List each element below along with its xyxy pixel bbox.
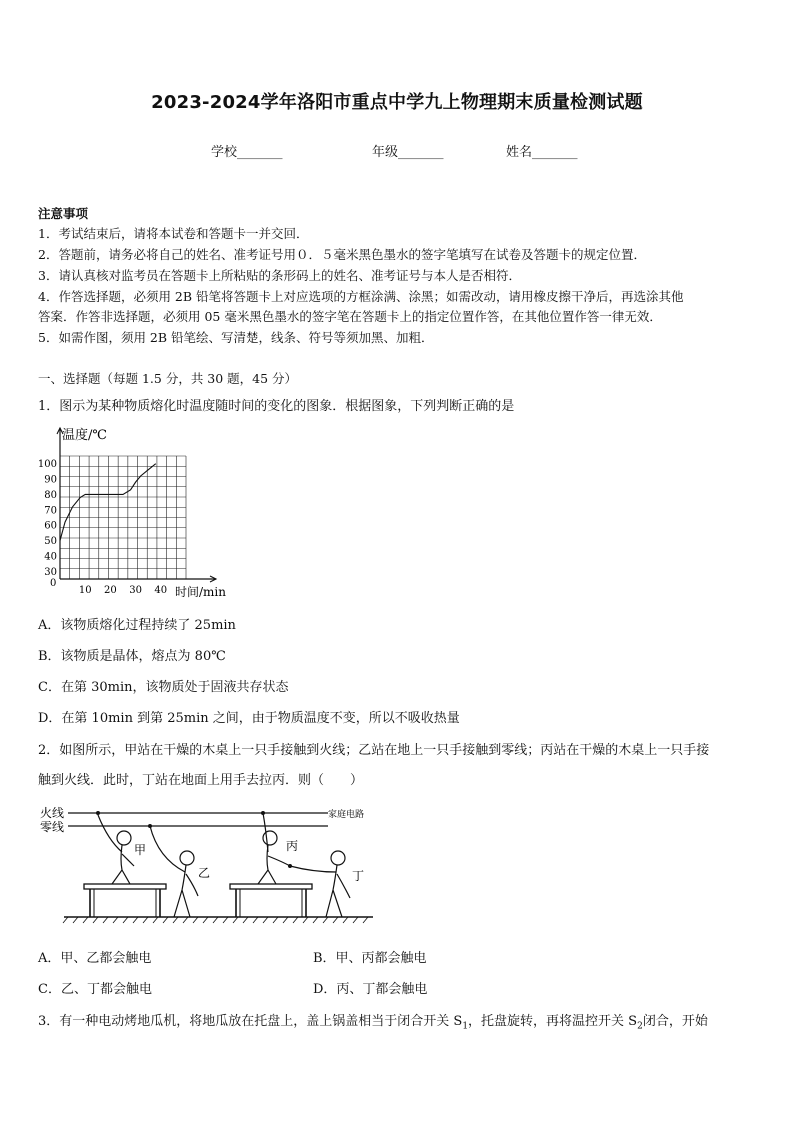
x-tick-label: 30 bbox=[129, 585, 142, 596]
name-field: 姓名_______ bbox=[506, 145, 578, 160]
person-jia bbox=[98, 815, 134, 884]
q2-option-c: C．乙、丁都会触电 bbox=[38, 982, 152, 997]
person-jia-label: 甲 bbox=[134, 843, 147, 857]
neutral-wire-label: 零线 bbox=[40, 820, 65, 834]
question-2-stem: 2．如图所示，甲站在干燥的木桌上一只手接触到火线；乙站在地上一只手接触到零线；丙站在干燥的木桌上一只手接 bbox=[38, 743, 710, 758]
live-wire-label: 火线 bbox=[40, 806, 65, 820]
notice-item: 4．作答选择题，必须用 2B 铅笔将答题卡上对应选项的方框涂满、涂黑；如需改动，请用橡皮擦干净后，再选涂其他 bbox=[38, 289, 684, 304]
x-tick-label: 40 bbox=[154, 585, 168, 596]
chart-grid bbox=[60, 456, 186, 579]
y-tick-label: 100 bbox=[38, 459, 57, 471]
wooden-table-1 bbox=[84, 884, 166, 917]
q1-option-c: C．在第 30min，该物质处于固液共存状态 bbox=[38, 680, 289, 695]
notice-item: 3．请认真核对监考员在答题卡上所粘贴的条形码上的姓名、准考证号与本人是否相符． bbox=[38, 268, 521, 283]
q1-option-d: D．在第 10min 到第 25min 之间，由于物质温度不变，所以不吸收热量 bbox=[38, 711, 460, 726]
y-tick-label: 30 bbox=[44, 566, 57, 578]
grade-field: 年级_______ bbox=[372, 145, 444, 160]
q1-option-a: A．该物质熔化过程持续了 25min bbox=[38, 618, 236, 633]
x-tick-label: 10 bbox=[78, 585, 92, 596]
wooden-table-2 bbox=[230, 884, 312, 917]
origin-label: 0 bbox=[50, 578, 57, 589]
x-axis-label: 时间/min bbox=[175, 585, 226, 599]
question-2-stem-cont: 触到火线．此时，丁站在地面上用手去拉丙．则（ ） bbox=[38, 773, 364, 788]
notice-item: 2．答题前，请务必将自己的姓名、准考证号用０．５毫米黑色墨水的签字笔填写在试卷及答题卡的规定位置． bbox=[38, 247, 646, 262]
person-ding-label: 丁 bbox=[352, 869, 365, 883]
electric-shock-figure bbox=[38, 800, 378, 928]
q1-option-b: B．该物质是晶体，熔点为 80℃ bbox=[38, 649, 226, 664]
q2-option-a: A．甲、乙都会触电 bbox=[38, 951, 152, 966]
notice-heading: 注意事项 bbox=[38, 206, 89, 221]
section-heading: 一、选择题（每题 1.5 分，共 30 题，45 分） bbox=[38, 371, 298, 386]
y-tick-label: 90 bbox=[44, 474, 57, 486]
notice-item: 1．考试结束后，请将本试卷和答题卡一并交回． bbox=[38, 226, 309, 241]
y-tick-label: 70 bbox=[44, 505, 57, 517]
y-tick-label: 40 bbox=[44, 551, 57, 563]
question-3-stem: 3．有一种电动烤地瓜机，将地瓜放在托盘上，盖上锅盖相当于闭合开关 $S_1$，托盘旋转，再将温控开关 $S_2$闭合，开始 bbox=[38, 1014, 708, 1032]
person-yi-label: 乙 bbox=[198, 866, 211, 880]
y-tick-label: 50 bbox=[44, 536, 57, 548]
y-tick-label: 80 bbox=[44, 489, 57, 501]
circuit-label: 家庭电路 bbox=[328, 810, 365, 820]
person-bing-label: 丙 bbox=[286, 839, 299, 853]
y-tick-label: 60 bbox=[44, 520, 57, 532]
q2-option-d: D．丙、丁都会触电 bbox=[313, 982, 428, 997]
school-field: 学校_______ bbox=[211, 145, 283, 160]
temperature-curve bbox=[60, 464, 156, 541]
exam-title: 2023-2024学年洛阳市重点中学九上物理期末质量检测试题 bbox=[151, 92, 643, 113]
notice-item: 答案．作答非选择题，必须用 05 毫米黑色墨水的签字笔在答题卡上的指定位置作答，在其他位置作答一律无效． bbox=[38, 309, 662, 324]
melting-chart bbox=[38, 422, 238, 604]
notice-item: 5．如需作图，须用 2B 铅笔绘、写清楚，线条、符号等须加黑、加粗． bbox=[38, 330, 434, 345]
question-1-stem: 1．图示为某种物质熔化时温度随时间的变化的图象．根据图象，下列判断正确的是 bbox=[38, 399, 515, 414]
x-tick-label: 20 bbox=[104, 585, 117, 596]
person-yi bbox=[150, 826, 198, 917]
q2-option-b: B．甲、丙都会触电 bbox=[313, 951, 427, 966]
chart-axes bbox=[57, 428, 216, 582]
y-axis-label: 温度/℃ bbox=[62, 428, 107, 443]
